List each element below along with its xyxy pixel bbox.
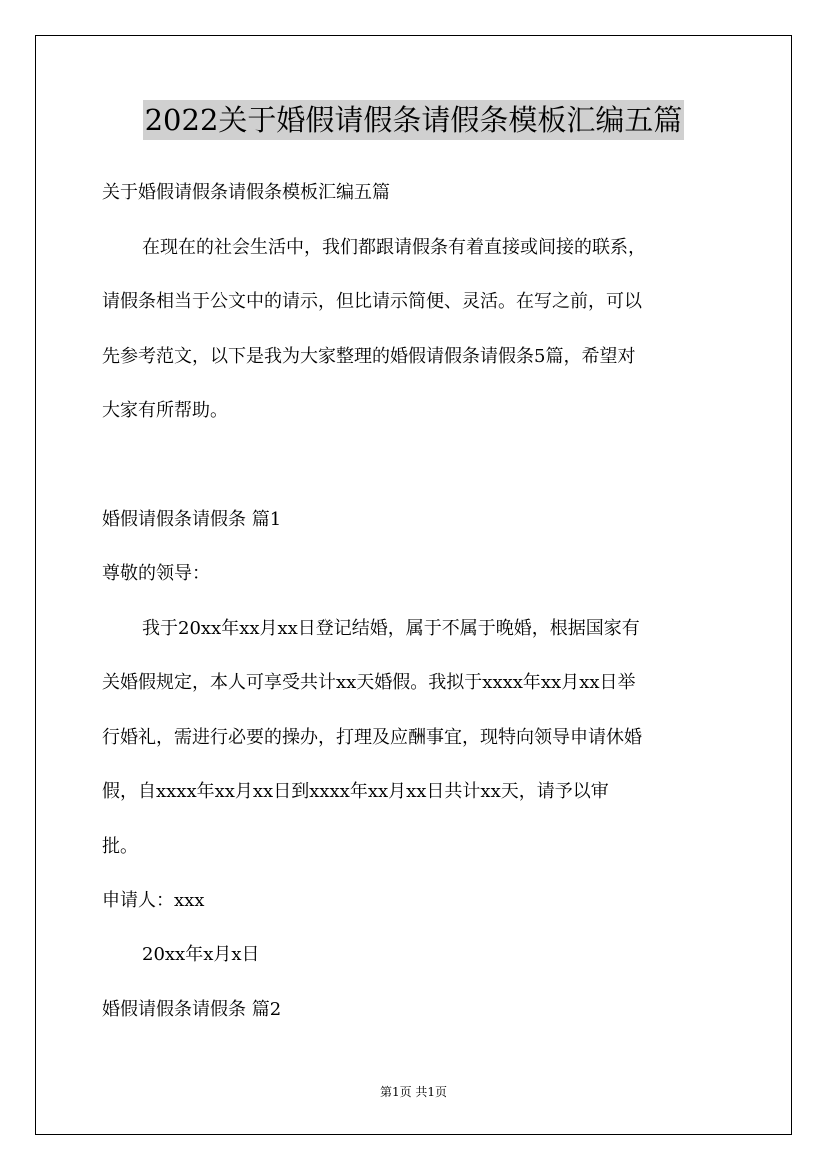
- body-line-2: 关婚假规定，本人可享受共计xx天婚假。我拟于xxxx年xx月xx日举: [102, 672, 636, 693]
- section-1-heading: 婚假请假条请假条 篇1: [102, 509, 282, 530]
- document-subtitle: 关于婚假请假条请假条模板汇编五篇: [102, 182, 390, 203]
- applicant-line: 申请人：xxx: [102, 890, 205, 911]
- intro-line-2: 请假条相当于公文中的请示，但比请示简便、灵活。在写之前，可以: [102, 291, 642, 312]
- page-footer: 第1页 共1页: [379, 1085, 448, 1099]
- body-line-3: 行婚礼，需进行必要的操办，打理及应酬事宜，现特向领导申请休婚: [102, 727, 642, 748]
- date-line: 20xx年x月x日: [142, 944, 260, 965]
- body-line-5: 批。: [102, 836, 138, 857]
- salutation: 尊敬的领导：: [102, 563, 210, 584]
- body-line-4: 假，自xxxx年xx月xx日到xxxx年xx月xx日共计xx天，请予以审: [102, 781, 609, 802]
- body-line-1: 我于20xx年xx月xx日登记结婚，属于不属于晚婚，根据国家有: [142, 618, 640, 639]
- document-title: 2022关于婚假请假条请假条模板汇编五篇: [143, 100, 685, 140]
- intro-line-3: 先参考范文，以下是我为大家整理的婚假请假条请假条5篇，希望对: [102, 346, 636, 367]
- section-2-heading: 婚假请假条请假条 篇2: [102, 999, 282, 1020]
- intro-line-1: 在现在的社会生活中，我们都跟请假条有着直接或间接的联系，: [142, 237, 646, 258]
- intro-line-4: 大家有所帮助。: [102, 400, 228, 421]
- title-container: [0, 100, 827, 140]
